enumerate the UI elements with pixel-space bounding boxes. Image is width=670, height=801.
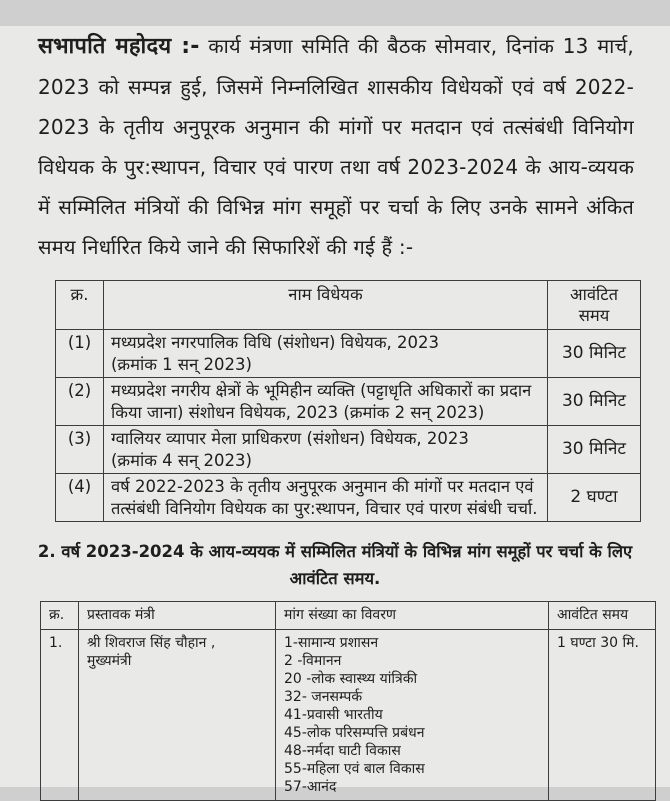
demand-item: 1-सामान्य प्रशासन xyxy=(284,635,379,651)
bill-serial: (2) xyxy=(56,378,104,426)
table-row xyxy=(56,426,641,474)
intro-paragraph xyxy=(38,26,634,267)
section2-heading xyxy=(20,538,650,592)
minister-name: श्री शिवराज सिंह चौहान , मुख्यमंत्री xyxy=(79,630,276,801)
demands-table xyxy=(40,601,656,801)
demands-header-description: मांग संख्या का विवरण xyxy=(276,602,549,630)
bill-time: 30 मिनिट xyxy=(548,330,641,378)
bill-name: वर्ष 2022-2023 के तृतीय अनुपूरक अनुमान की मांगों पर मतदान एवं तत्संबंधी विनियोग विधेयक का पुर:स्थापन, विचार एवं पारण संबंधी चर्चा. xyxy=(104,474,548,522)
bill-time: 30 मिनिट xyxy=(548,426,641,474)
minister-time: 1 घण्टा 30 मि. xyxy=(549,630,656,801)
minister-serial: 1. xyxy=(41,630,79,801)
bill-serial: (1) xyxy=(56,330,104,378)
demand-item: 55-महिला एवं बाल विकास xyxy=(284,761,425,777)
demand-item: 2 -विमानन xyxy=(284,653,342,669)
demands-header-minister: प्रस्तावक मंत्री xyxy=(79,602,276,630)
salutation-text: सभापति महोदय :- xyxy=(38,34,200,59)
demands-table-header-row xyxy=(41,602,656,630)
demand-item: 45-लोक परिसम्पत्ति प्रबंधन xyxy=(284,725,425,741)
bill-name: ग्वालियर व्यापार मेला प्राधिकरण (संशोधन) विधेयक, 2023 (क्रमांक 4 सन् 2023) xyxy=(104,426,548,474)
bill-serial: (3) xyxy=(56,426,104,474)
bill-name: मध्यप्रदेश नगरपालिक विधि (संशोधन) विधेयक, 2023 (क्रमांक 1 सन् 2023) xyxy=(104,330,548,378)
table-row xyxy=(56,474,641,522)
demand-item: 48-नर्मदा घाटी विकास xyxy=(284,743,401,759)
demand-item: 20 -लोक स्वास्थ्य यांत्रिकी xyxy=(284,671,418,687)
bills-header-name: नाम विधेयक xyxy=(104,281,548,330)
demand-list xyxy=(276,630,549,801)
table-row xyxy=(41,630,656,801)
table-row xyxy=(56,330,641,378)
bill-name: मध्यप्रदेश नगरीय क्षेत्रों के भूमिहीन व्यक्ति (पट्टाधृति अधिकारों का प्रदान किया जाना) संशोधन विधेयक, 2023 (क्रमांक 2 सन् 2023) xyxy=(104,378,548,426)
bills-table-header-row xyxy=(56,281,641,330)
section2-heading-line2: आवंटित समय. xyxy=(289,569,381,588)
bills-header-time: आवंटित समय xyxy=(569,285,619,325)
bill-time: 2 घण्टा xyxy=(548,474,641,522)
table-row xyxy=(56,378,641,426)
demand-item: 57-आनंद xyxy=(284,779,337,795)
bills-table xyxy=(55,280,641,522)
section2-heading-line1: 2. वर्ष 2023-2024 के आय-व्ययक में सम्मिलित मंत्रियों के विभिन्न मांग समूहों पर चर्चा के लिए xyxy=(37,542,633,561)
demands-header-serial: क्र. xyxy=(41,602,79,630)
bill-time: 30 मिनिट xyxy=(548,378,641,426)
scanned-document-page xyxy=(0,26,670,795)
bill-serial: (4) xyxy=(56,474,104,522)
demand-item: 32- जनसम्पर्क xyxy=(284,689,363,705)
bills-header-serial: क्र. xyxy=(56,281,104,330)
intro-body-text: कार्य मंत्रणा समिति की बैठक सोमवार, दिनांक 13 मार्च, 2023 को सम्पन्न हुई, जिसमें निम्नलिखित शासकीय विधेयकों एवं वर्ष 2022-2023 के तृतीय अनुपूरक अनुमान की मांगों पर मतदान एवं तत्संबंधी विनियोग विधेयक के पुर:स्थापन, विचार एवं पारण तथा वर्ष 2023-2024 के आय-व्ययक में सम्मिलित मंत्रियों की विभिन्न मांग समूहों पर चर्चा के लिए उनके सामने अंकित समय निर्धारित किये जाने की सिफारिशें की गई हैं :- xyxy=(38,34,634,259)
demands-header-time: आवंटित समय xyxy=(549,602,656,630)
demand-item: 41-प्रवासी भारतीय xyxy=(284,707,383,723)
